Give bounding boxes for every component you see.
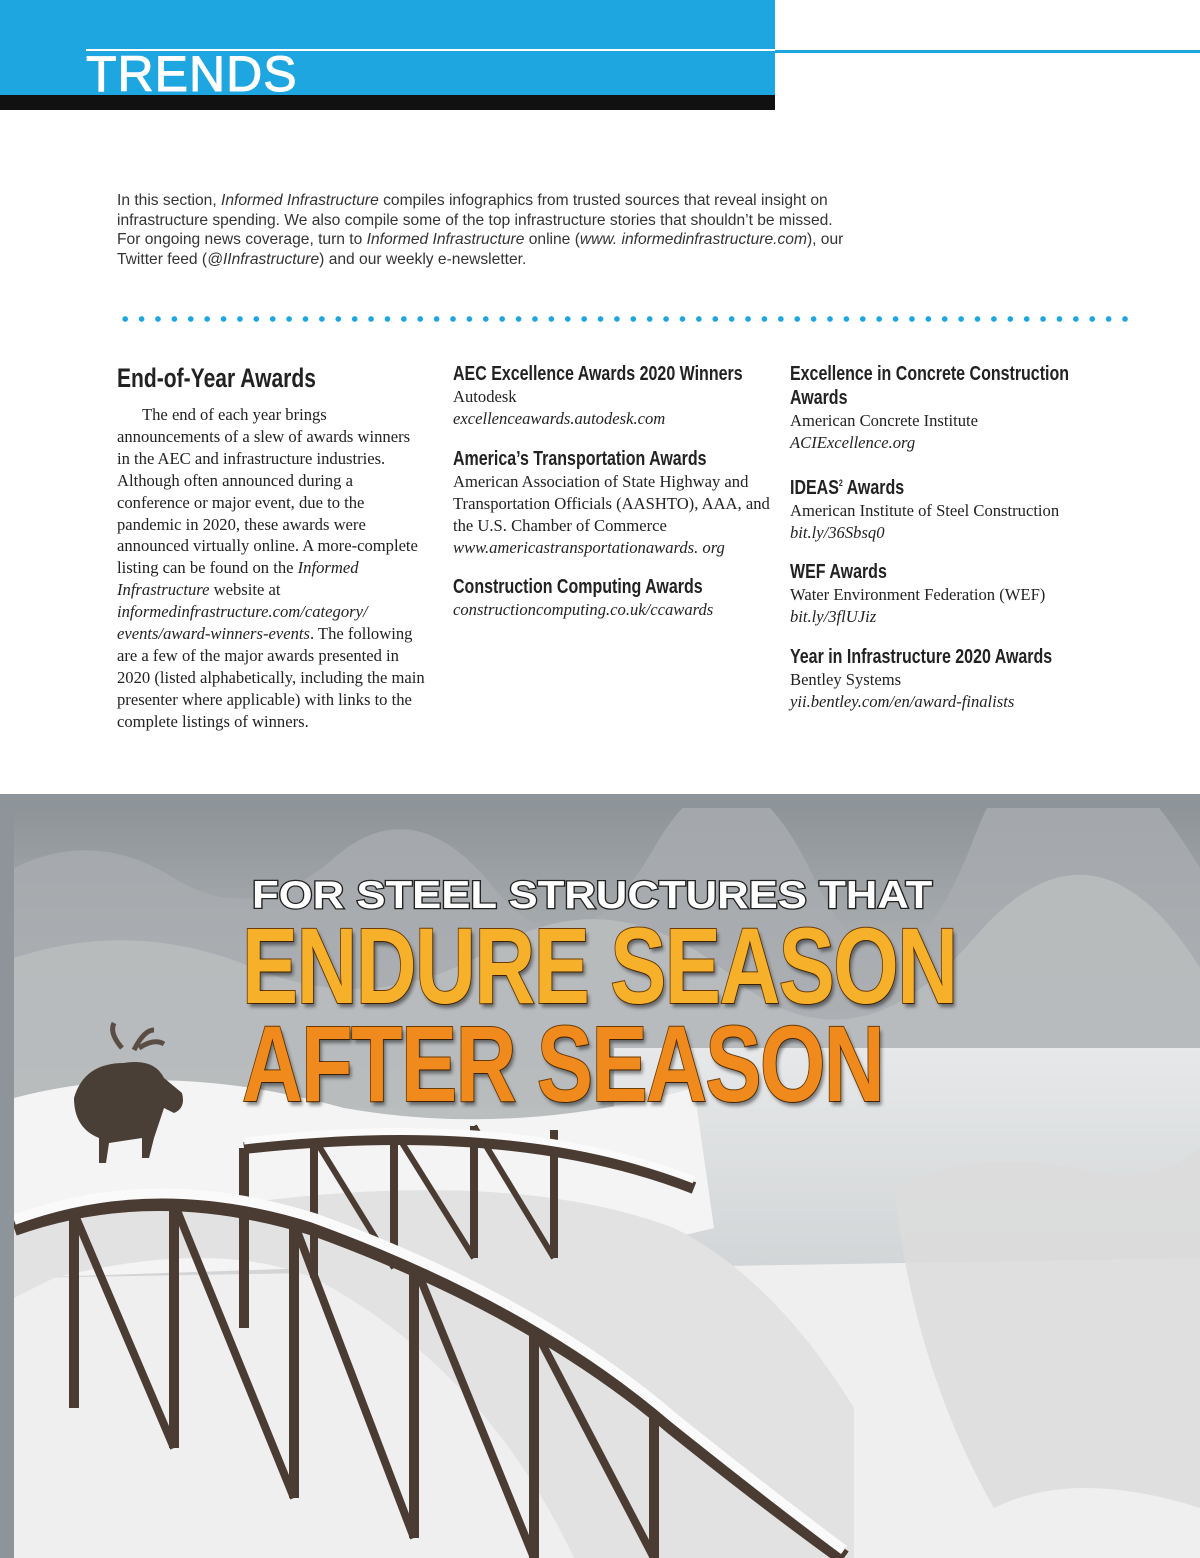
ad-headline-line1: ENDURE SEASON — [242, 905, 957, 1026]
award-item — [453, 575, 773, 621]
award-link[interactable]: ACIExcellence.org — [790, 432, 916, 452]
advertisement[interactable] — [14, 808, 1200, 1558]
intro-paragraph: In this section, Informed Infrastructure compiles infographics from trusted sources that reveal insight on infrastructure spending. We also compile some of the top infrastructure stories that shouldn’t be missed. For ongoing news coverage, turn to Informed Infrastructure online (www. informedinfrastructure.com), our Twitter feed (@IInfrastructure) and our weekly e-newsletter. — [117, 192, 844, 268]
award-link[interactable]: yii.bentley.com/en/award-finalists — [790, 692, 1015, 712]
article-body: The end of each year brings announcements of a slew of awards winners in the AEC and infrastructure industries. Although often announced during a conference or major event, due to the pandemic in 2020, these awards were announced virtually online. A more-complete listing can be found on the Informed Infrastructure website at informedinfrastructure.com/category/ events/award-winners-events. The following are a few of the major awards presented in 2020 (listed alphabetically, including the main presenter where applicable) with links to the complete listings of winners. — [117, 405, 425, 731]
award-presenter: Water Environment Federation (WEF) — [790, 585, 1046, 605]
article-column — [117, 360, 427, 733]
section-title: TRENDS — [86, 46, 298, 102]
award-title: AEC Excellence Awards 2020 Winners — [453, 362, 743, 385]
award-title: IDEAS$^2$ Awards — [790, 475, 905, 499]
header-rule — [775, 50, 1200, 53]
award-title: Construction Computing Awards — [453, 575, 703, 599]
award-link[interactable]: constructioncomputing.co.uk/ccawards — [453, 600, 714, 620]
award-item — [790, 362, 1090, 454]
article-title: End-of-Year Awards — [117, 363, 316, 393]
award-item — [790, 471, 1090, 544]
award-presenter: Bentley Systems — [790, 670, 902, 690]
award-item — [790, 560, 1090, 628]
award-title: Year in Infrastructure 2020 Awards — [790, 645, 1053, 669]
award-title: America’s Transportation Awards — [453, 446, 707, 470]
award-presenter: Autodesk — [453, 387, 517, 406]
award-item — [790, 645, 1090, 713]
award-item — [453, 447, 773, 559]
award-link[interactable]: bit.ly/36Sbsq0 — [790, 522, 885, 542]
ad-headline-line2: AFTER SEASON — [242, 1003, 884, 1124]
dotted-divider — [117, 316, 1129, 322]
award-link[interactable]: bit.ly/3flUJiz — [790, 607, 877, 627]
award-title: Excellence in Concrete Construction Awards — [790, 362, 1070, 409]
awards-column-middle — [453, 362, 773, 638]
award-link[interactable]: www.americastransportationawards. org — [453, 537, 725, 557]
ad-tagline: FOR STEEL STRUCTURES THAT — [252, 874, 933, 917]
award-link[interactable]: excellenceawards.autodesk.com — [453, 408, 666, 428]
award-item — [453, 362, 773, 430]
award-title: WEF Awards — [790, 560, 887, 584]
award-presenter: American Concrete Institute — [790, 411, 978, 430]
awards-column-right — [790, 362, 1090, 730]
award-presenter: American Association of State Highway and Transportation Officials (AASHTO), AAA, and the U.S. Chamber of Commerce — [453, 471, 770, 535]
award-presenter: American Institute of Steel Construction — [790, 500, 1060, 520]
